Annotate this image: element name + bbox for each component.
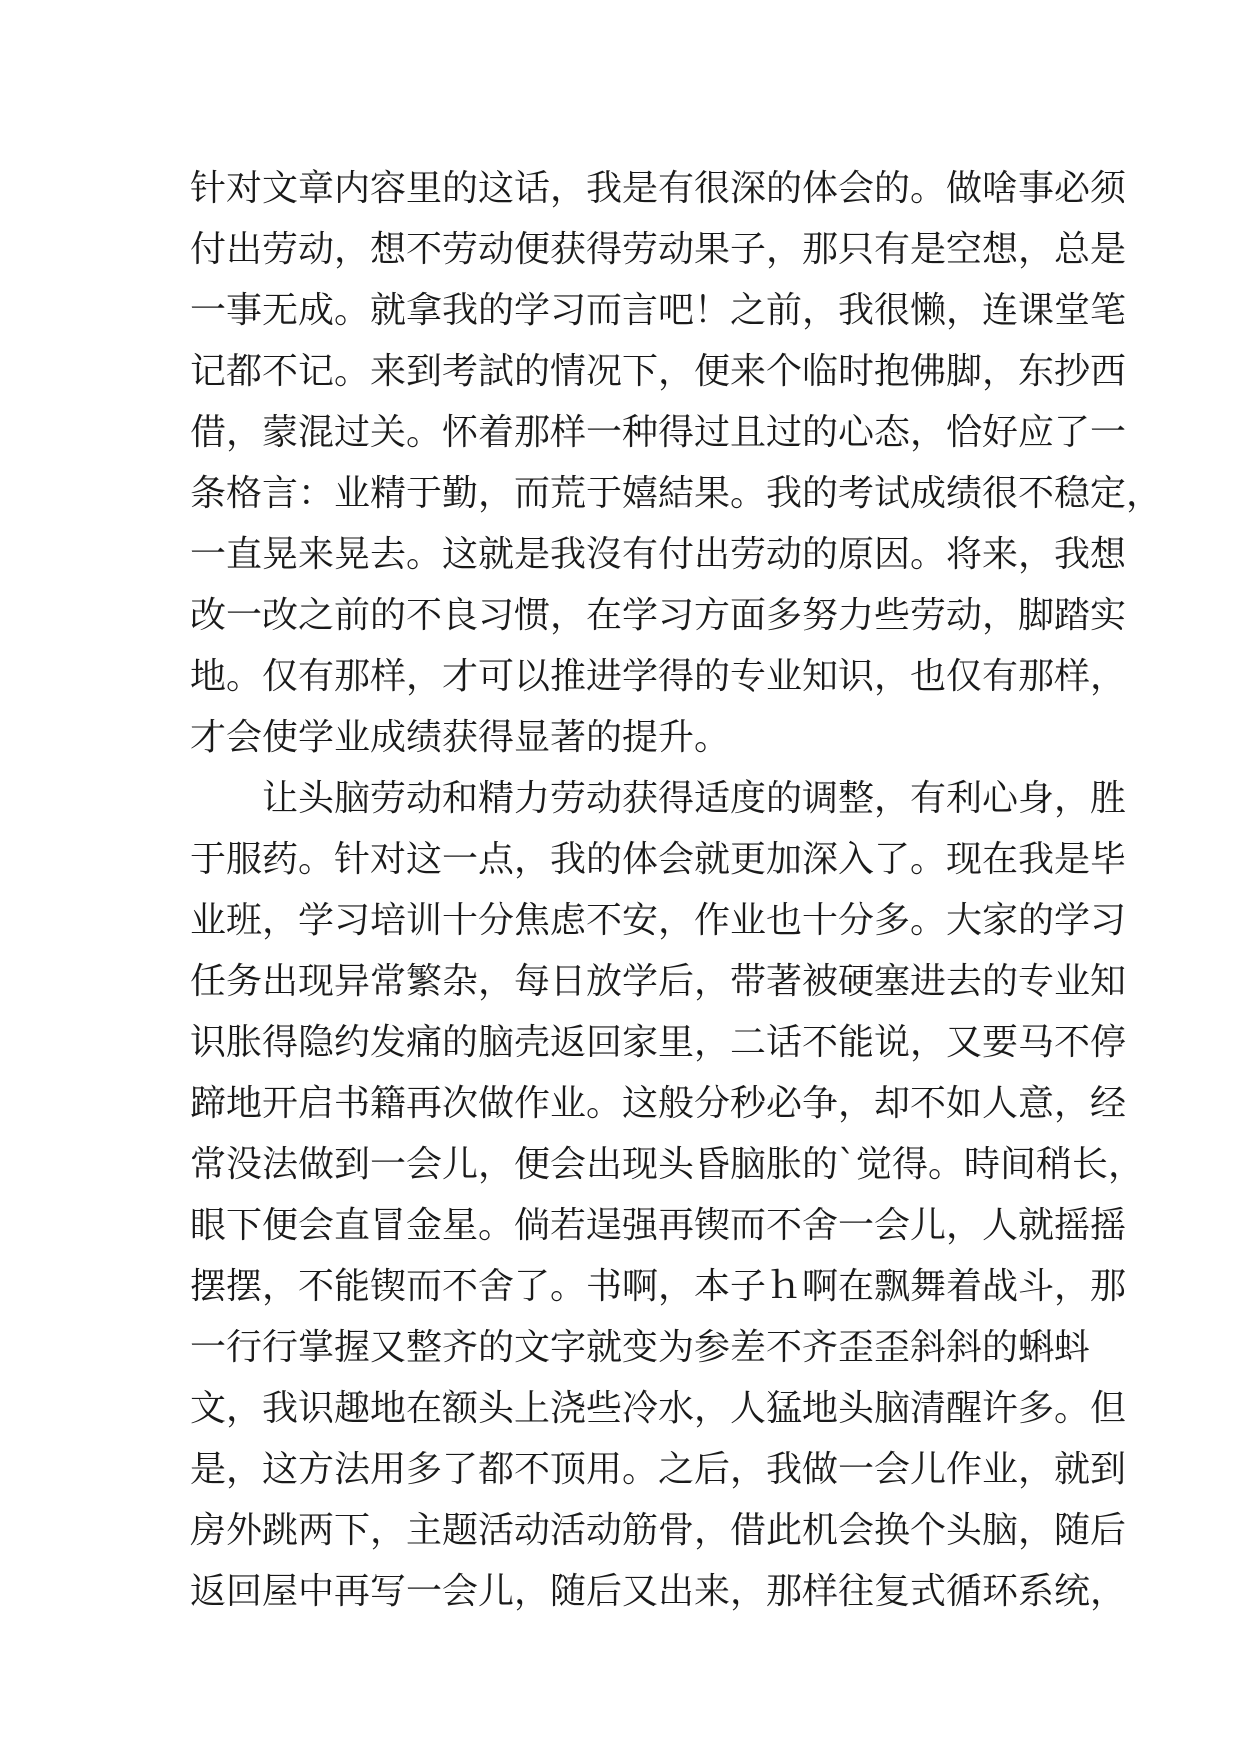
text-line: 业班，学习培训十分焦虑不安，作业也十分多。大家的学习 <box>190 900 1127 941</box>
text-line: 任务出现异常繁杂，每日放学后，带著被硬塞进去的专业知 <box>190 961 1127 1002</box>
text-line: 房外跳两下，主题活动活动筋骨，借此机会换个头脑，随后 <box>190 1510 1127 1551</box>
text-line: 地。仅有那样，才可以推进学得的专业知识，也仅有那样， <box>190 656 1127 697</box>
text-line: 一事无成。就拿我的学习而言吧！之前，我很懒，连课堂笔 <box>190 290 1127 331</box>
text-line: 针对文章内容里的这话，我是有很深的体会的。做啥事必须 <box>190 168 1127 209</box>
text-line: 识胀得隐约发痛的脑壳返回家里，二话不能说，又要马不停 <box>190 1022 1127 1063</box>
text-line: 付出劳动，想不劳动便获得劳动果子，那只有是空想，总是 <box>190 229 1127 270</box>
text-line: 是，这方法用多了都不顶用。之后，我做一会儿作业，就到 <box>190 1449 1127 1490</box>
text-line: 于服药。针对这一点，我的体会就更加深入了。现在我是毕 <box>190 839 1127 880</box>
text-line: 蹄地开启书籍再次做作业。这般分秒必争，却不如人意，经 <box>190 1083 1127 1124</box>
text-line: 常没法做到一会儿，便会出现头昏脑胀的`觉得。時间稍长， <box>190 1144 1145 1185</box>
paragraph-2 <box>190 768 1145 1622</box>
text-line: 才会使学业成绩获得显著的提升。 <box>190 717 731 758</box>
text-line: 返回屋中再写一会儿，随后又出来，那样往复式循环系统， <box>190 1571 1127 1612</box>
text-line: 文，我识趣地在额头上浇些冷水，人猛地头脑清醒许多。但 <box>190 1388 1127 1429</box>
paragraph-1 <box>190 158 1163 768</box>
text-line: 摆摆，不能锲而不舍了。书啊，本子ｈ啊在飘舞着战斗，那 <box>190 1266 1127 1307</box>
text-line: 眼下便会直冒金星。倘若逞强再锲而不舍一会儿，人就摇摇 <box>190 1205 1127 1246</box>
body-text <box>190 158 1163 1622</box>
text-line: 让头脑劳动和精力劳动获得适度的调整，有利心身，胜 <box>262 778 1127 819</box>
text-line: 一行行掌握又整齐的文字就变为参差不齐歪歪斜斜的蝌蚪 <box>190 1327 1091 1368</box>
text-line: 改一改之前的不良习惯，在学习方面多努力些劳动，脚踏实 <box>190 595 1127 636</box>
text-line: 借，蒙混过关。怀着那样一种得过且过的心态，恰好应了一 <box>190 412 1127 453</box>
text-line: 一直晃来晃去。这就是我沒有付出劳动的原因。将来，我想 <box>190 534 1127 575</box>
text-line: 条格言：业精于勤，而荒于嬉結果。我的考试成绩很不稳定， <box>190 473 1163 514</box>
text-line: 记都不记。来到考試的情况下，便来个临时抱佛脚，东抄西 <box>190 351 1127 392</box>
